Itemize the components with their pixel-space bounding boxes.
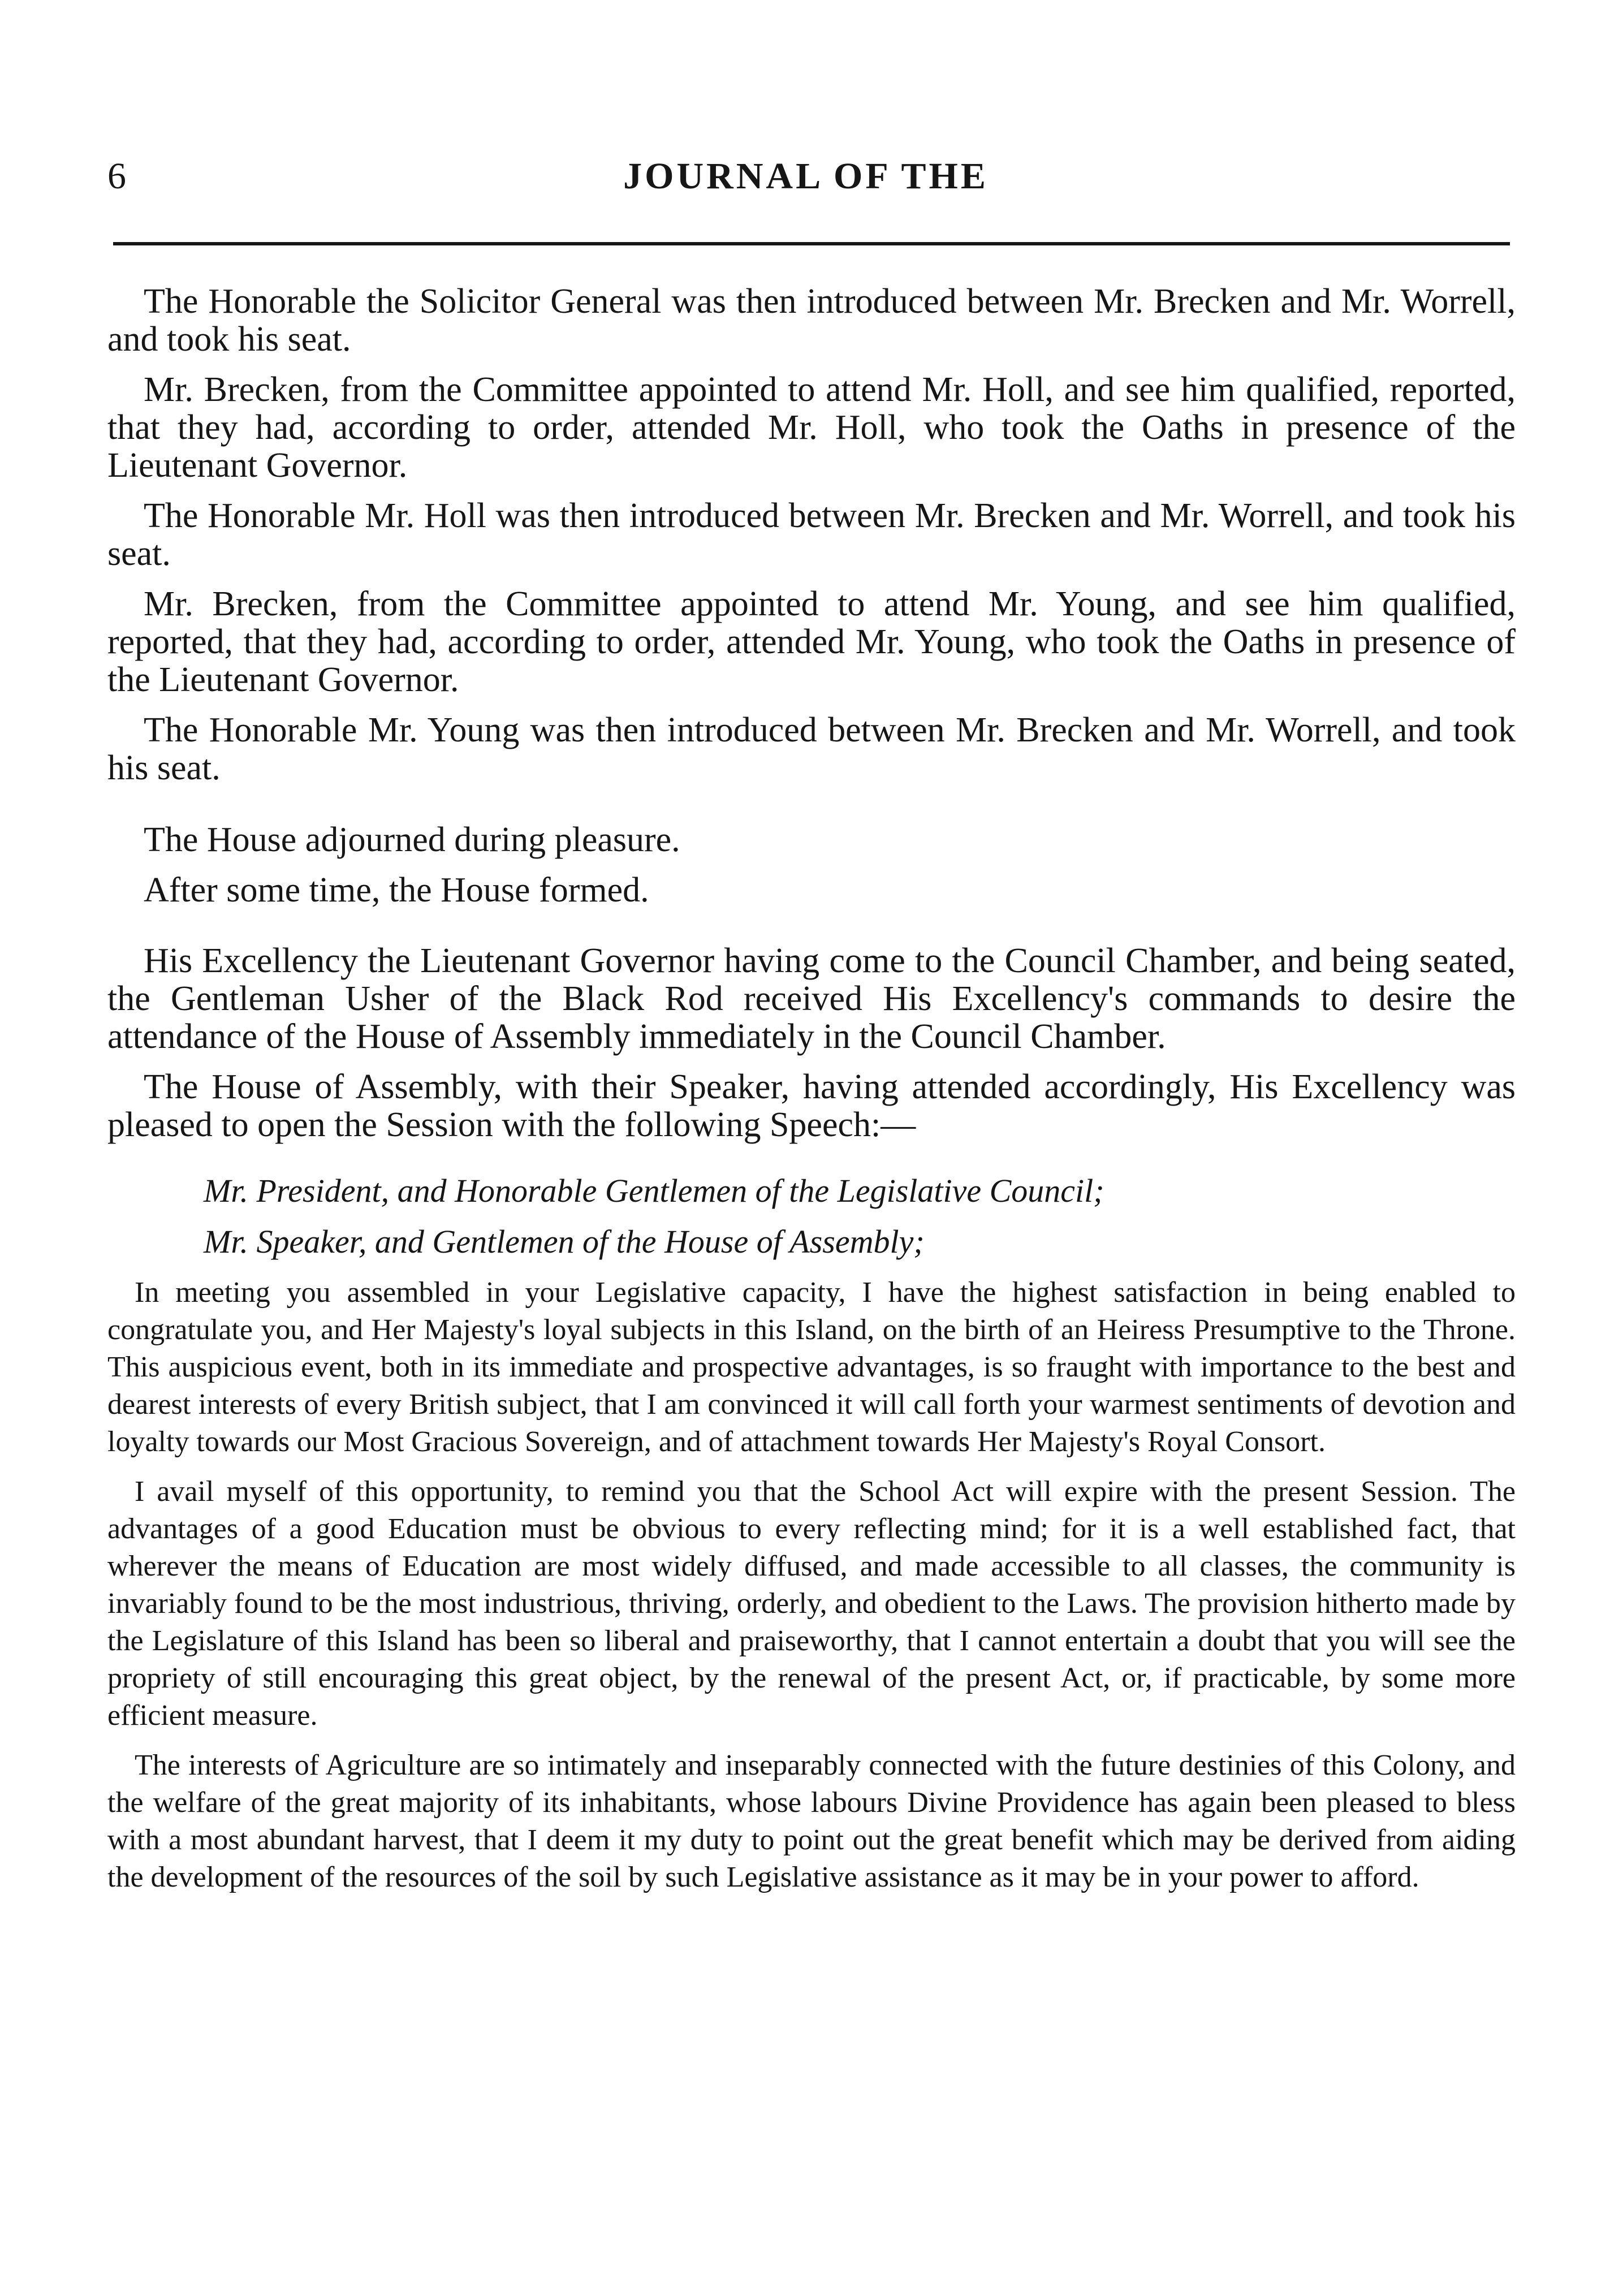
- paragraph: His Excellency the Lieutenant Governor having come to the Council Chamber, and being seated, the Gentleman Usher of the Black Rod received His Excellency's commands to desire the attendance of the House of Assembly immediately in the Council Chamber.: [107, 942, 1516, 1056]
- paragraph: Mr. Brecken, from the Committee appointed to attend Mr. Holl, and see him qualified, reported, that they had, according to order, attended Mr. Holl, who took the Oaths in presence of the Lieutenant Governor.: [107, 370, 1516, 485]
- paragraph: The House adjourned during pleasure.: [144, 821, 680, 859]
- page-header: [107, 148, 1504, 205]
- address-line: Mr. Speaker, and Gentlemen of the House of Assembly;: [204, 1223, 925, 1260]
- paragraph: The Honorable Mr. Holl was then introduced between Mr. Brecken and Mr. Worrell, and took his seat.: [107, 497, 1516, 573]
- page-number: 6: [107, 156, 126, 197]
- running-head: JOURNAL OF THE: [623, 156, 989, 197]
- speech-section: [107, 1274, 1516, 1896]
- paragraph: The Honorable the Solicitor General was then introduced between Mr. Brecken and Mr. Worrell, and took his seat.: [107, 282, 1516, 359]
- body-text: [107, 283, 1516, 1909]
- speech-paragraph: I avail myself of this opportunity, to remind you that the School Act will expire with the present Session. The advantages of a good Education must be obvious to every reflecting mind; for it is a well established fact, that wherever the means of Education are most widely diffused, and made accessible to all classes, the community is invariably found to be the most industrious, thriving, orderly, and obedient to the Laws. The provision hitherto made by the Legislature of this Island has been so liberal and praiseworthy, that I cannot entertain a doubt that you will see the propriety of still encouraging this great object, by the renewal of the present Act, or, if practicable, by some more efficient measure.: [107, 1475, 1516, 1732]
- header-rule: [113, 242, 1510, 245]
- paragraph: Mr. Brecken, from the Committee appointed to attend Mr. Young, and see him qualified, reported, that they had, according to order, attended Mr. Young, who took the Oaths in presence of the Lieutenant Governor.: [107, 585, 1516, 699]
- address-line: Mr. President, and Honorable Gentlemen of the Legislative Council;: [204, 1172, 1104, 1209]
- proceedings-section: [107, 283, 1516, 1144]
- speech-paragraph: In meeting you assembled in your Legislative capacity, I have the highest satisfaction in being enabled to congratulate you, and Her Majesty's loyal subjects in this Island, on the birth of an Heiress Presumptive to the Throne. This auspicious event, both in its immediate and prospective advantages, is so fraught with importance to the best and dearest interests of every British subject, that I am convinced it will call forth your warmest sentiments of devotion and loyalty towards our Most Gracious Sovereign, and of attachment towards Her Majesty's Royal Consort.: [107, 1276, 1516, 1458]
- paragraph: The Honorable Mr. Young was then introduced between Mr. Brecken and Mr. Worrell, and took his seat.: [107, 711, 1516, 787]
- speech-address: [107, 1172, 1516, 1261]
- paragraph: After some time, the House formed.: [144, 871, 649, 909]
- speech-paragraph: The interests of Agriculture are so intimately and inseparably connected with the future destinies of this Colony, and the welfare of the great majority of its inhabitants, whose labours Divine Providence has again been pleased to bless with a most abundant harvest, that I deem it my duty to point out the great benefit which may be derived from aiding the development of the resources of the soil by such Legislative assistance as it may be in your power to afford.: [107, 1749, 1516, 1893]
- paragraph: The House of Assembly, with their Speaker, having attended accordingly, His Excellency was pleased to open the Session with the following Speech:—: [107, 1068, 1516, 1144]
